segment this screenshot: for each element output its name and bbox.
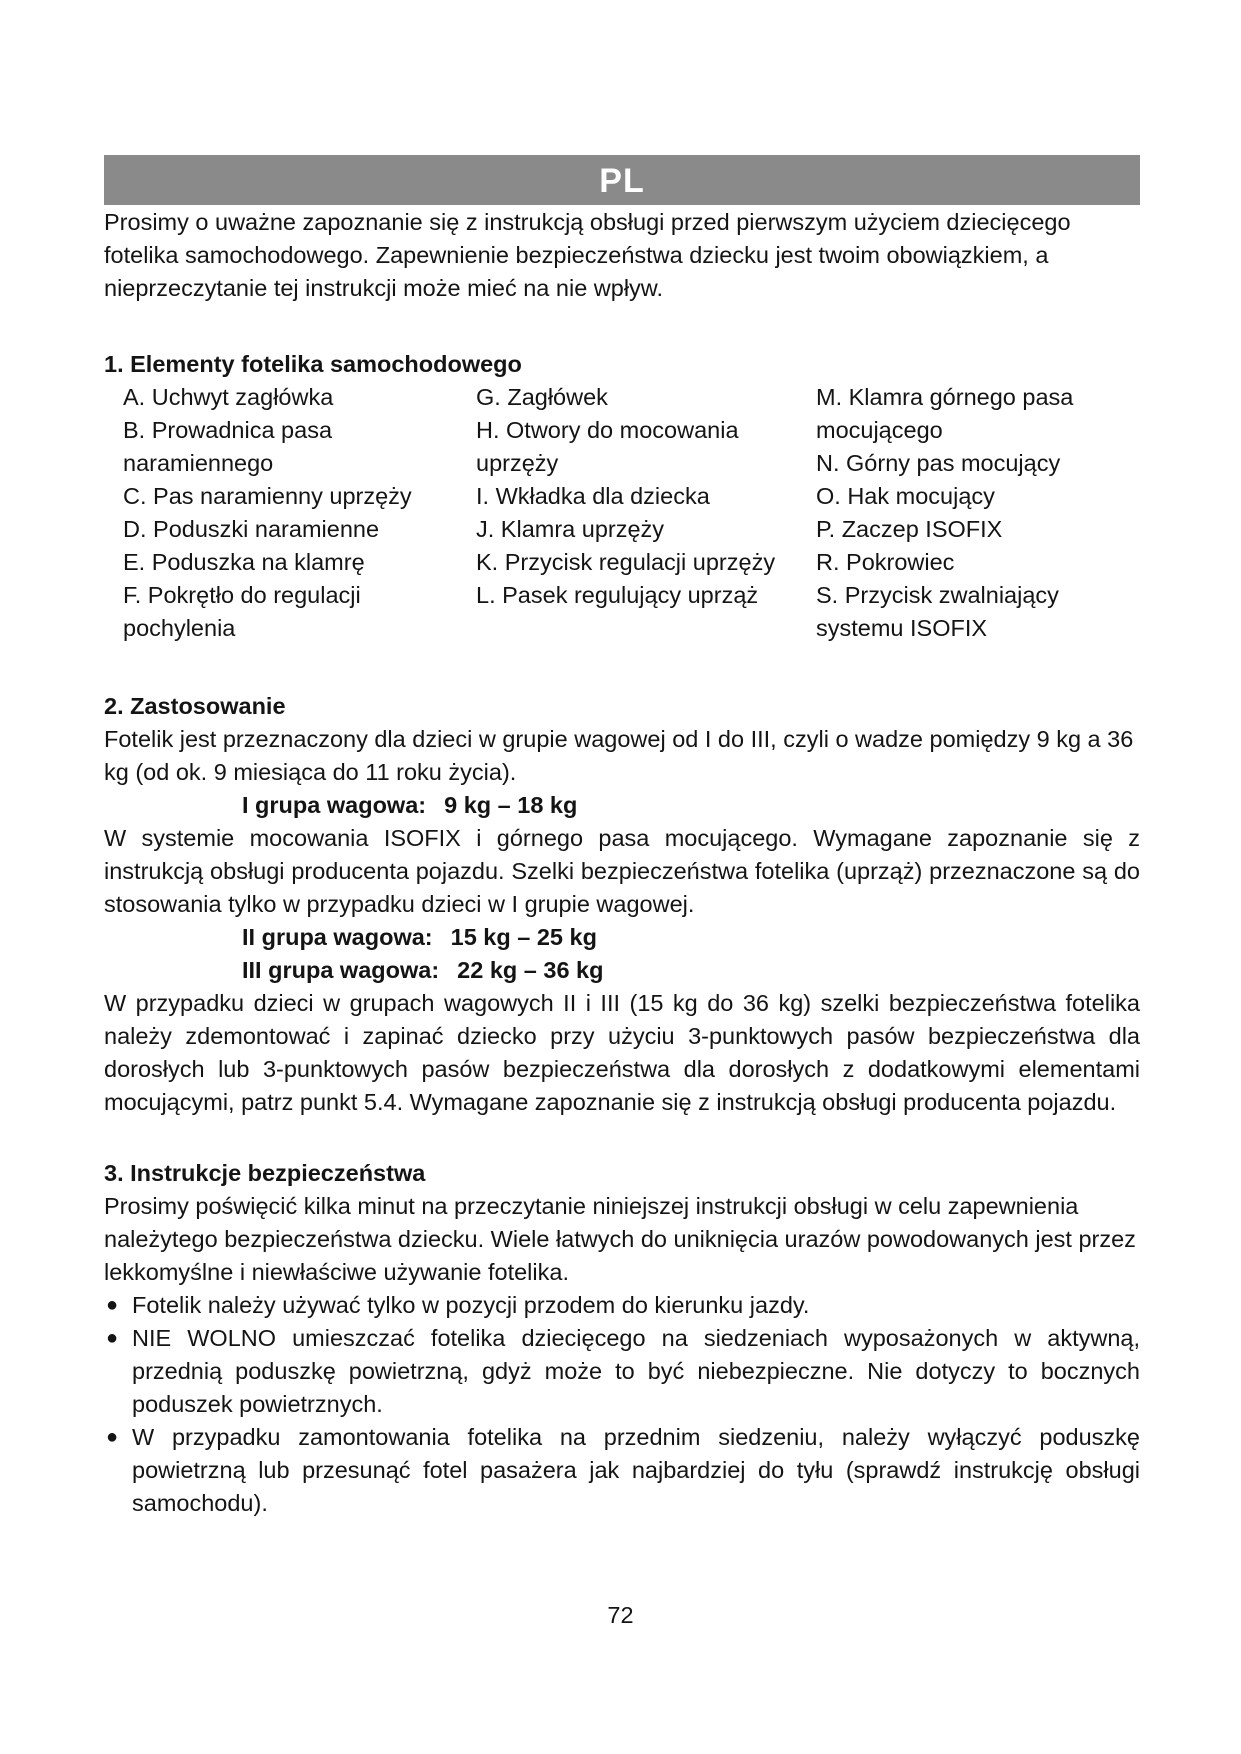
safety-bullet-text: W przypadku zamontowania fotelika na przednim siedzeniu, należy wyłączyć poduszkę powietrzną lub przesunąć fotel pasażera jak najbardziej do tyłu (sprawdź instrukcję obsługi samochodu). bbox=[132, 1424, 1140, 1516]
safety-bullet-list bbox=[104, 1289, 1140, 1520]
section-3-title: 3. Instrukcje bezpieczeństwa bbox=[104, 1160, 426, 1186]
part-item: E. Poduszka na klamrę bbox=[123, 549, 365, 575]
part-item: K. Przycisk regulacji uprzęży bbox=[476, 549, 776, 575]
part-item: B. Prowadnica pasa naramiennego bbox=[123, 417, 333, 476]
part-item: C. Pas naramienny uprzęży bbox=[123, 483, 412, 509]
manual-page bbox=[104, 155, 1140, 1520]
weight-group-value: 22 kg – 36 kg bbox=[457, 957, 604, 983]
part-item: O. Hak mocujący bbox=[816, 483, 995, 509]
part-item: M. Klamra górnego pasa mocującego bbox=[816, 384, 1074, 443]
part-item: I. Wkładka dla dziecka bbox=[476, 483, 710, 509]
safety-bullet bbox=[104, 1322, 1140, 1421]
safety-bullet bbox=[104, 1421, 1140, 1520]
section-2-title: 2. Zastosowanie bbox=[104, 693, 286, 719]
part-item: F. Pokrętło do regulacji pochylenia bbox=[123, 582, 361, 641]
page-number: 72 bbox=[607, 1602, 634, 1628]
language-code: PL bbox=[599, 162, 645, 200]
part-item: A. Uchwyt zagłówka bbox=[123, 384, 334, 410]
weight-group-1 bbox=[104, 789, 1140, 822]
part-item: R. Pokrowiec bbox=[816, 549, 955, 575]
parts-column-1 bbox=[104, 381, 459, 645]
weight-group-label: III grupa wagowa: bbox=[242, 957, 440, 983]
part-item: D. Poduszki naramienne bbox=[123, 516, 380, 542]
part-item: G. Zagłówek bbox=[476, 384, 608, 410]
bullet-icon: ● bbox=[106, 1426, 119, 1448]
intro-paragraph: Prosimy o uważne zapoznanie się z instrukcją obsługi przed pierwszym użyciem dziecięcego fotelika samochodowego. Zapewnienie bezpieczeństwa dziecku jest twoim obowiązkiem, a nieprzeczytanie tej instrukcji może mieć na nie wpływ. bbox=[104, 209, 1071, 301]
part-item: J. Klamra uprzęży bbox=[476, 516, 665, 542]
weight-group-label: II grupa wagowa: bbox=[242, 924, 433, 950]
usage-paragraph: Fotelik jest przeznaczony dla dzieci w grupie wagowej od I do III, czyli o wadze pomiędzy 9 kg a 36 kg (od ok. 9 miesiąca do 11 roku życia). bbox=[104, 726, 1134, 785]
part-item: S. Przycisk zwalniający systemu ISOFIX bbox=[816, 582, 1059, 641]
part-item: H. Otwory do mocowania uprzęży bbox=[476, 417, 739, 476]
weight-group-2 bbox=[104, 921, 1140, 954]
group-1-paragraph: W systemie mocowania ISOFIX i górnego pasa mocującego. Wymagane zapoznanie się z instrukcją obsługi producenta pojazdu. Szelki bezpieczeństwa fotelika (uprząż) przeznaczone są do stosowania tylko w przypadku dzieci w I grupie wagowej. bbox=[104, 825, 1140, 917]
safety-paragraph: Prosimy poświęcić kilka minut na przeczytanie niniejszej instrukcji obsługi w celu zapewnienia należytego bezpieczeństwa dziecku. Wiele łatwych do uniknięcia urazów powodowanych jest przez lekkomyślne i niewłaściwe używanie fotelika. bbox=[104, 1193, 1136, 1285]
bullet-icon: ● bbox=[106, 1294, 119, 1316]
safety-bullet-text: NIE WOLNO umieszczać fotelika dziecięcego na siedzeniach wyposażonych w aktywną, przednią poduszkę powietrzną, gdyż może to być niebezpieczne. Nie dotyczy to bocznych poduszek powietrznych. bbox=[132, 1325, 1140, 1417]
part-item: L. Pasek regulujący uprząż bbox=[476, 582, 759, 608]
weight-group-value: 9 kg – 18 kg bbox=[444, 792, 578, 818]
weight-group-label: I grupa wagowa: bbox=[242, 792, 427, 818]
part-item: N. Górny pas mocujący bbox=[816, 450, 1061, 476]
weight-group-3 bbox=[104, 954, 1140, 987]
part-item: P. Zaczep ISOFIX bbox=[816, 516, 1003, 542]
section-1-title: 1. Elementy fotelika samochodowego bbox=[104, 351, 522, 377]
parts-column-3 bbox=[816, 381, 1140, 645]
bullet-icon: ● bbox=[106, 1327, 119, 1349]
group-2-3-paragraph: W przypadku dzieci w grupach wagowych II i III (15 kg do 36 kg) szelki bezpieczeństwa fotelika należy zdemontować i zapinać dziecko przy użyciu 3-punktowych pasów bezpieczeństwa dla dorosłych lub 3-punktowych pasów bezpieczeństwa dla dorosłych z dodatkowymi elementami mocującymi, patrz punkt 5.4. Wymagane zapoznanie się z instrukcją obsługi producenta pojazdu. bbox=[104, 990, 1140, 1115]
language-header bbox=[104, 155, 1140, 205]
parts-list bbox=[104, 381, 1140, 645]
parts-column-2 bbox=[476, 381, 803, 645]
safety-bullet-text: Fotelik należy używać tylko w pozycji przodem do kierunku jazdy. bbox=[132, 1292, 810, 1318]
weight-group-value: 15 kg – 25 kg bbox=[450, 924, 597, 950]
safety-bullet bbox=[104, 1289, 1140, 1322]
